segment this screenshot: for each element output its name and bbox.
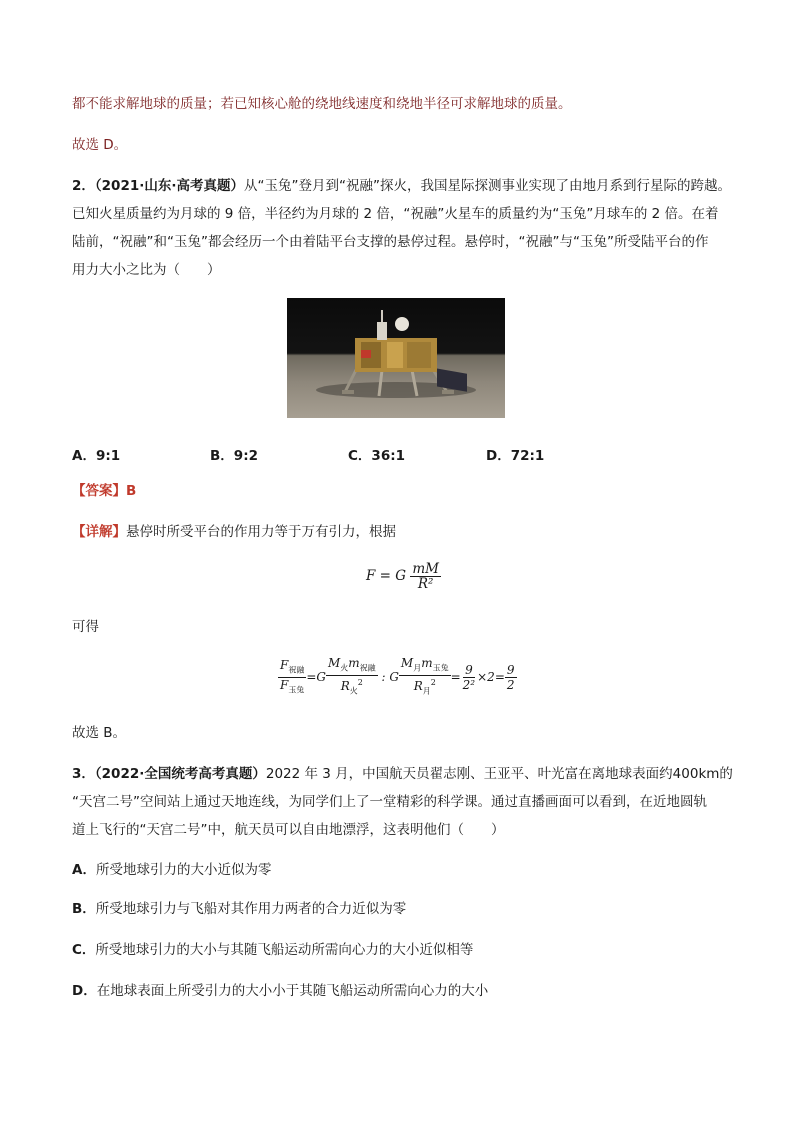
a-num-sub1: 火: [340, 663, 349, 673]
q2-number: 2．: [72, 178, 95, 194]
q3-option-a-text: 所受地球引力的大小近似为零: [95, 862, 272, 878]
q2-answer: [72, 482, 136, 500]
lunar-lander-photo: [287, 298, 505, 418]
a-num: M: [327, 656, 341, 670]
q3-option-a-label: A．: [72, 862, 96, 878]
lander-illustration: [287, 298, 505, 418]
b-den-sub: 月: [422, 686, 431, 696]
q2-option-a-label: A．: [72, 448, 96, 464]
q2-stem-line4: 用力大小之比为（ ）: [72, 262, 221, 278]
numeric-fraction: [461, 663, 477, 692]
q3-stem-line3: 道上飞行的“天宫二号”中，航天员可以自由地漂浮，这表明他们（ ）: [72, 822, 505, 838]
b-den: R: [413, 679, 423, 694]
kede-text: 可得: [72, 619, 99, 635]
q3-stem-line2: “天宫二号”空间站上通过天地连线，为同学们上了一堂精彩的科学课。通过直播画面可以看到，在近地圆轨: [72, 794, 707, 810]
f-num: F: [280, 657, 289, 672]
times-two: ×2=: [477, 669, 505, 684]
b-num-sub2: 玉兔: [432, 663, 449, 673]
q2-option-a-text: 9:1: [95, 448, 121, 464]
a-den-sup: 2: [357, 678, 363, 688]
a-num-sub2: 祝融: [359, 663, 376, 673]
answer-tag: 【答案】: [72, 483, 126, 499]
ratio-eq2: =: [450, 669, 461, 684]
q3-option-b-text: 所受地球引力与飞船对其作用力两者的合力近似为零: [95, 901, 407, 917]
b-num-sub1: 月: [413, 663, 422, 673]
q2-stem-line2: 已知火星质量约为月球的 9 倍，半径约为月球的 2 倍，“祝融”火星车的质量约为“玉兔”月球车的 2 倍。在着: [72, 206, 719, 222]
q3-option-d-text: 在地球表面上所受引力的大小小于其随飞船运动所需向心力的大小: [96, 983, 489, 999]
a-num-m: m: [348, 656, 360, 670]
ratio-colon: : G: [377, 669, 399, 684]
c-den: 2²: [462, 677, 476, 692]
formula1-num: mM: [412, 561, 439, 577]
q2-source: （2021·山东·高考真题）: [94, 178, 244, 194]
f-den-sub: 玉兔: [288, 685, 305, 695]
prev-conclusion-text: 故选 D。: [72, 137, 128, 153]
q3-number: 3．: [72, 766, 95, 782]
c-num: 9: [465, 662, 473, 677]
detail-text: 悬停时所受平台的作用力等于万有引力，根据: [126, 524, 396, 540]
q2-option-c-label: C．: [348, 448, 372, 464]
force-ratio-fraction: [278, 658, 306, 698]
q2-stem-line1: 从“玉兔”登月到“祝融”探火，我国星际探测事业实现了由地月系到行星际的跨越。: [244, 178, 731, 194]
q2-option-b[interactable]: [210, 444, 258, 464]
gravity-formula: [366, 562, 441, 591]
q3-option-c-label: C．: [72, 942, 96, 958]
ratio-eq: =G: [306, 669, 326, 684]
q2-detail: [72, 523, 396, 541]
b-num-m: m: [421, 656, 433, 670]
q3-option-b[interactable]: [72, 900, 406, 918]
q2-stem-line3: 陆前，“祝融”和“玉兔”都会经历一个由着陆平台支撑的悬停过程。悬停时，“祝融”与“玉兔”所受陆平台的作: [72, 234, 709, 250]
q2-option-c[interactable]: [348, 444, 405, 464]
q2-option-d-label: D．: [486, 448, 511, 464]
mars-fraction: [326, 656, 378, 699]
q2-conclusion-text: 故选 B。: [72, 725, 127, 741]
f-num-sub: 祝融: [288, 664, 305, 674]
formula1-fraction: [410, 562, 441, 591]
q3-line1: [72, 765, 733, 783]
f-den: F: [280, 677, 289, 692]
q2-option-c-text: 36:1: [371, 448, 406, 464]
d-den: 2: [506, 677, 515, 692]
q2-option-b-text: 9:2: [233, 448, 258, 464]
q3-option-b-label: B．: [72, 901, 96, 917]
q2-conclusion: [72, 724, 126, 742]
q2-option-d-text: 72:1: [510, 448, 545, 464]
b-num: M: [400, 656, 414, 670]
formula1-lhs: F: [366, 568, 376, 584]
q2-option-a[interactable]: [72, 444, 120, 464]
detail-tag: 【详解】: [72, 524, 126, 540]
q2-option-b-label: B．: [210, 448, 234, 464]
q3-source: （2022·全国统考高考真题）: [94, 766, 266, 782]
q3-option-c-text: 所受地球引力的大小与其随飞船运动所需向心力的大小近似相等: [95, 942, 474, 958]
q3-stem-line1: 2022 年 3 月，中国航天员翟志刚、王亚平、叶光富在离地球表面约400km的: [265, 766, 733, 782]
a-den-sub: 火: [349, 686, 358, 696]
answer-value: B: [126, 483, 137, 499]
d-num: 9: [506, 662, 515, 677]
formula1-den: R²: [417, 576, 434, 592]
q2-line1: [72, 177, 731, 195]
q3-option-d-label: D．: [72, 983, 97, 999]
moon-fraction: [399, 656, 451, 699]
b-den-sup: 2: [430, 678, 436, 688]
q3-option-a[interactable]: [72, 861, 271, 879]
formula1-eq: = G: [375, 568, 407, 584]
q3-option-c[interactable]: [72, 941, 473, 959]
q2-option-d[interactable]: [486, 444, 544, 464]
result-fraction: [505, 663, 517, 692]
q3-option-d[interactable]: [72, 982, 488, 1000]
prev-conclusion: [72, 136, 127, 154]
prev-explanation-text: 都不能求解地球的质量；若已知核心舱的绕地线速度和绕地半径可求解地球的质量。: [72, 96, 572, 112]
a-den: R: [340, 679, 350, 694]
ratio-formula: [278, 656, 517, 699]
